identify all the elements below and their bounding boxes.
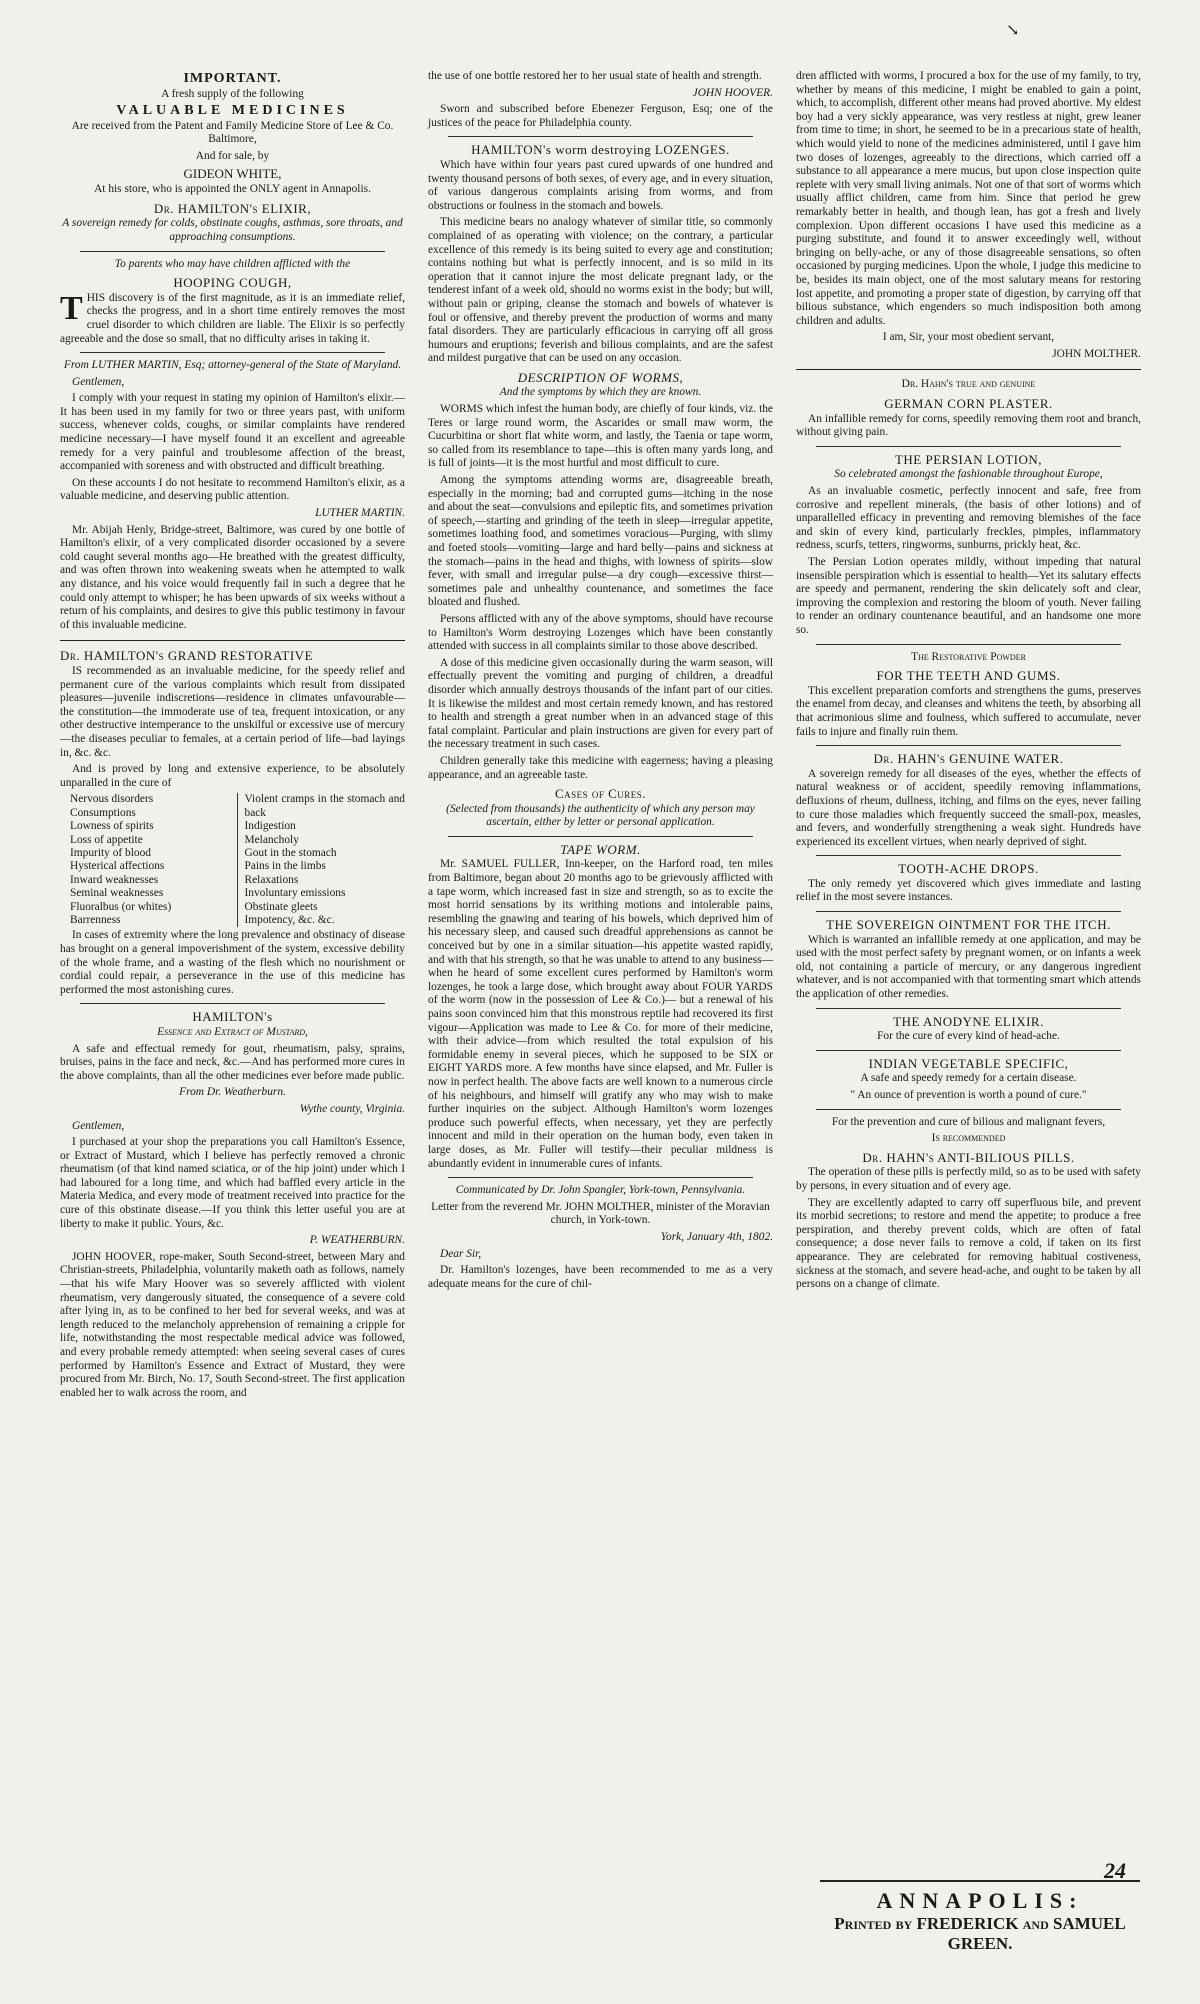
- weatherburn-paragraph: I purchased at your shop the preparations you call Hamilton's Essence, or Extract of Mustard, which I believe has perfectly removed a chronic rheumatism (of that kind named sciatica, or of the hip joint) under which I had laboured for a long time, and which had baffled every article in the Materia Medica, and every mode of treatment received into practice for the cure of this obstinate disease.—If you think this letter useful you are at liberty to make it public. Yours, &c.: [60, 1136, 405, 1230]
- tooth-ache-heading: TOOTH-ACHE DROPS.: [898, 861, 1039, 877]
- list-item: Lowness of spirits: [70, 820, 154, 833]
- gentlemen-1: Gentlemen,: [72, 375, 125, 388]
- divider: [448, 836, 753, 837]
- divider: [796, 369, 1141, 370]
- list-item: Seminal weaknesses: [70, 887, 164, 900]
- restorative-paragraph-2: And is proved by long and extensive experience, to be absolutely unparalled in the cure of: [60, 763, 405, 789]
- divider: [816, 911, 1121, 912]
- imprint-printer-name: GREEN.: [947, 1934, 1013, 1953]
- list-item: Fluoralbus (or whites): [70, 900, 172, 913]
- powder-heading: FOR THE TEETH AND GUMS.: [876, 668, 1061, 684]
- divider: [816, 745, 1121, 746]
- mustard-subtitle: Essence and Extract of Mustard,: [157, 1025, 308, 1038]
- list-item: Inward weaknesses: [70, 873, 159, 886]
- column-3: [796, 70, 1141, 1295]
- divider: [816, 1008, 1121, 1009]
- indian-specific-line-2: " An ounce of prevention is worth a pound of cure.": [850, 1089, 1087, 1101]
- list-item: Obstinate gleets: [244, 900, 318, 913]
- cases-subtitle: (Selected from thousands) the authenticity of which any person may ascertain, either by letter or personal application.: [446, 802, 755, 829]
- letter-continuation: dren afflicted with worms, I procured a box for the use of my family, to try, whether by means of this medicine, I might be enabled to gain a point, which, to accomplish, different other means had proved abortive. My eldest boy had a very sickly appearance, was very restless at night, grew leaner from time to time; in short, he seemed to be in a precarious state of health, which would yield to none of the medicines administered, until I gave him two doses of lozenges, agreeably to the directions, which carried off a substance to all appearance a mere mucus, but upon close inspection quite replete with very small living animals. Not one of that sort of worms which usually afflict children, came from him. Since that period he grew remarkably better in health, and though lean, has got a fresh and lively complexion. Upon different occasions I have used this medicine as a purging substitute, and found it to answer exceedingly well, without bringing on belly-ache, or any of those disagreeable sensations, so often occasioned by purging medicines. Upon the whole, I judge this medicine to be, besides its main object, one of the most salutary means for restoring lost appetite, and promoting a proper state of digestion, by carrying off that bilious substance, which engenders so much indisposition both among children and adults.: [796, 70, 1141, 327]
- hoover-continuation: the use of one bottle restored her to her usual state of health and strength.: [428, 70, 762, 82]
- newspaper-page: [60, 70, 1140, 1970]
- divider: [80, 251, 385, 252]
- list-item: Impotency, &c. &c.: [244, 913, 335, 926]
- worm-paragraph-1: Which have within four years past cured upwards of one hundred and twenty thousand persons of both sexes, of every age, and in every situation, of various dangerous complaints arising from worms, and from obstructions or foulness in the stomach and bowels.: [428, 158, 773, 212]
- hooping-text: [60, 289, 405, 346]
- description-paragraph-3: Persons afflicted with any of the above symptoms, should have recourse to Hamilton's Worm destroying Lozenges which have been constantly attended with success in all complaints similar to those above described.: [428, 612, 773, 653]
- martin-paragraph-1: I comply with your request in stating my opinion of Hamilton's elixir.—It has been used in my family for two or three years past, with uniform success, whenever colds, coughs, or similar complaints have rendered medicine necessary—I have myself found it an excellent and agreeable remedy for a very painful and troublesome affection of the breast, accompanied with soreness and with obstructed and difficult breathing.: [60, 392, 405, 473]
- imprint-rule: [820, 1880, 1140, 1882]
- martin-from: From LUTHER MARTIN, Esq; attorney-general of the State of Maryland.: [63, 359, 402, 372]
- imprint-printer: Printed by FREDERICK and SAMUEL: [834, 1914, 1126, 1933]
- list-item: Relaxations: [244, 873, 299, 886]
- pills-paragraph-1: The operation of these pills is perfectly mild, so as to be used with safety by persons, in every situation and of every age.: [796, 1166, 1141, 1192]
- persian-paragraph-1: As an invaluable cosmetic, perfectly innocent and safe, free from corrosive and repellent minerals, (the basis of other lotions) and of unparallelled efficacy in preventing and removing blemishes of the face and skin of every kind, particularly freckles, pimples, inflammatory redness, scurfs, tetters, ringworms, sunburns, prickly heat, &c.: [796, 485, 1141, 552]
- itch-ointment-heading: THE SOVEREIGN OINTMENT FOR THE ITCH.: [826, 917, 1111, 933]
- seller-name: GIDEON WHITE,: [183, 165, 282, 181]
- indian-specific-line-1: A safe and speedy remedy for a certain disease.: [860, 1072, 1077, 1085]
- list-item: Consumptions: [70, 806, 136, 819]
- list-item: Gout in the stomach: [244, 846, 337, 859]
- sale-line: And for sale, by: [195, 149, 270, 162]
- agent-line: At his store, who is appointed the ONLY agent in Annapolis.: [94, 183, 371, 196]
- henly-paragraph: Mr. Abijah Henly, Bridge-street, Baltimore, was cured by one bottle of Hamilton's elixir, of a very complicated disorder occasioned by a severe cold caught several months ago—He breathed with the greatest difficulty, and was often thrown into weakening sweats when he attempted to walk any distance, and his voice would frequently fail in such a degree that he could only attempt to whisper; he has been upwards of six weeks without a return of his complaints, and desires to give this public testimony in favour of this invaluable medicine.: [60, 523, 405, 631]
- persian-lotion-heading: THE PERSIAN LOTION,: [894, 451, 1043, 467]
- description-heading: DESCRIPTION OF WORMS,: [517, 369, 684, 385]
- powder-paragraph: This excellent preparation comforts and strengthens the gums, preserves the enamel from decay, and cleanses and whitens the teeth, by absorbing all that acrimonious slime and foulness, which suffered to accumulate, never fails to injure and finally ruin them.: [796, 684, 1141, 738]
- recommended-line: Is recommended: [931, 1132, 1006, 1145]
- list-item: Impurity of blood: [70, 846, 151, 859]
- hoover-signature: JOHN HOOVER.: [692, 86, 773, 99]
- divider: [80, 1003, 385, 1004]
- description-subtitle: And the symptoms by which they are known.: [499, 386, 702, 399]
- indian-specific-heading: INDIAN VEGETABLE SPECIFIC,: [868, 1055, 1069, 1071]
- tooth-ache-paragraph: The only remedy yet discovered which gives immediate and lasting relief in the most severe instances.: [796, 877, 1141, 904]
- list-item: Involuntary emissions: [244, 887, 346, 900]
- divider: [816, 855, 1121, 856]
- list-item: Loss of appetite: [70, 833, 143, 846]
- weatherburn-from: From Dr. Weatherburn.: [179, 1086, 286, 1099]
- column-1: [60, 70, 405, 1403]
- divider: [816, 1109, 1121, 1110]
- anti-bilious-heading: Dr. HAHN's ANTI-BILIOUS PILLS.: [862, 1149, 1075, 1165]
- list-item: Pains in the limbs: [244, 860, 326, 873]
- sworn-statement: Sworn and subscribed before Ebenezer Ferguson, Esq; one of the justices of the peace for Philadelphia county.: [428, 103, 773, 129]
- letter-date: York, January 4th, 1802.: [660, 1230, 773, 1243]
- description-paragraph-4: A dose of this medicine given occasionally during the warm season, will effectually prevent the vomiting and purging of children, a dreadful disorder which annually destroys thousands of the infant part of our cities. It is likewise the mildest and most certain remedy known, and has restored to health and strength a great number when in an advanced stage of this fatal complaint. Particular and plain instructions are given for every part of the necessary treatment in such cases.: [428, 656, 773, 751]
- restorative-paragraph-3: In cases of extremity where the long prevalence and obstinacy of disease has brought on a general impoverishment of the system, excessive debility of the whole frame, and a wasting of the flesh which no nourishment or cordial could repair, a perseverance in the use of this medicine has performed the most astonishing cures.: [60, 929, 405, 996]
- fever-line: For the prevention and cure of bilious and malignant fevers,: [831, 1115, 1106, 1128]
- restorative-heading: Dr. HAMILTON's GRAND RESTORATIVE: [60, 648, 314, 664]
- divider: [448, 136, 753, 137]
- communicated-line: Communicated by Dr. John Spangler, York-town, Pennsylvania.: [455, 1184, 746, 1197]
- corn-plaster-pre: Dr. Hahn's true and genuine: [901, 378, 1036, 391]
- cases-heading: Cases of Cures.: [554, 786, 647, 802]
- valuable-medicines-heading: VALUABLE MEDICINES: [116, 103, 349, 119]
- weatherburn-place: Wythe county, Virginia.: [299, 1102, 405, 1115]
- tape-worm-heading: TAPE WORM.: [560, 841, 641, 857]
- intro-line: A fresh supply of the following: [161, 87, 304, 100]
- description-paragraph-1: WORMS which infest the human body, are chiefly of four kinds, viz. the Teres or large round worm, the Ascarides or small maw worm, the Cucurbitina or short flat white worm, and lastly, the Taenia or tape worm, so called from its resemblance to tape—this is often many yards long, and is full of joints—it is the most hurtful and most difficult to cure.: [428, 403, 773, 470]
- persian-lotion-subtitle: So celebrated amongst the fashionable throughout Europe,: [834, 468, 1103, 481]
- divider: [816, 1050, 1121, 1051]
- anodyne-paragraph: For the cure of every kind of head-ache.: [877, 1030, 1060, 1043]
- corner-mark: ↘: [1006, 22, 1020, 39]
- description-paragraph-2: Among the symptoms attending worms are, disagreeable breath, especially in the morning; bad and corrupted gums—itching in the nose and about the seat—convulsions and epileptic fits, and sometimes privation of speech,—starting and grinding of the teeth in sleep—irregular appetite, sometimes loathing food, and sometimes voracious—Purging, with slimy and foeted stools—vomiting—large and hard belly—pains and sickness at the stomach—pains in the head and thighs, with lowness of spirits—slow fever, with small and irregular pulse—a dry cough—excessive thirst—sometimes pale and unhealthy countenance, and sometimes the face bloated and flushed.: [428, 474, 773, 609]
- list-item: Nervous disorders: [70, 793, 154, 806]
- mustard-paragraph: A safe and effectual remedy for gout, rheumatism, palsy, sprains, bruises, pains in the face and neck, &c.—And has performed more cures in the above complaints, than all the other medicines ever before made public.: [60, 1042, 405, 1082]
- powder-pre: The Restorative Powder: [911, 650, 1026, 663]
- hoover-paragraph: JOHN HOOVER, rope-maker, South Second-street, between Mary and Christian-streets, Philadelphia, voluntarily maketh oath as follows, namely—that his wife Mary Hoover was so severely afflicted with violent rheumatism, very dangerously situated, the consequence of a severe cold after lying in, as to be confined to her bed for several weeks, and was at length reduced to the melancholy apprehension of remaining a cripple for life, notwithstanding the most respectable medical advice was followed, and every probable remedy attempted: when seeing several cases of cures performed by Hamilton's Essence and Extract of Mustard, they were procured from Mr. Birch, No. 17, South Second-street. The first application enabled her to walk across the room, and: [60, 1250, 405, 1399]
- list-item: Melancholy: [244, 833, 299, 846]
- drop-cap: T: [60, 289, 83, 327]
- column-2: [428, 70, 773, 1294]
- page-number: 24: [1104, 1858, 1126, 1883]
- anodyne-heading: THE ANODYNE ELIXIR.: [893, 1013, 1044, 1029]
- genuine-water-heading: Dr. HAHN's GENUINE WATER.: [873, 751, 1064, 767]
- description-paragraph-5: Children generally take this medicine with eagerness; having a pleasing appearance, and an agreeable taste.: [428, 754, 773, 781]
- elixir-heading: Dr. HAMILTON's ELIXIR,: [153, 200, 312, 216]
- dear-sir: Dear Sir,: [440, 1247, 482, 1260]
- restorative-paragraph-1: IS recommended as an invaluable medicine, for the speedy relief and permanent cure of the various complaints which result from dissipated pleasures—juvenile indiscretions—residence in climates unfavourable—the constitution—the immoderate use of tea, frequent intoxication, or any other destructive intemperance to the unskilful or excessive use of mercury—the diseases peculiar to females, at a certain period of life—bad layings in, &c. &c.: [60, 664, 405, 759]
- divider: [448, 1177, 753, 1178]
- weatherburn-signature: P. WEATHERBURN.: [309, 1234, 405, 1247]
- corn-plaster-paragraph: An infallible remedy for corns, speedily removing them root and branch, without giving pain.: [796, 412, 1141, 439]
- important-heading: IMPORTANT.: [183, 71, 282, 86]
- list-item: Violent cramps in the stomach and back: [244, 793, 405, 819]
- divider: [60, 640, 405, 641]
- tape-worm-paragraph: Mr. SAMUEL FULLER, Inn-keeper, on the Harford road, ten miles from Baltimore, began about 20 months ago to be grievously afflicted with a tape worm, which increased fast in size and strength, so as to excite the most horrid sensations by its writhing motions and intolerable pains, resembling the gnawing and tearing of his bowels, which deprived him of his necessary sleep, and caused such dreadful apprehensions as cannot be conceived but by one in a similar situation—his appetite wasted rapidly, and with that his strength, so that he was unable to attend to any business—when he heard of some excellent cures performed by Hamilton's worm lozenges, he took a large dose, which brought away about FOUR YARDS of the worm (now in the possession of Lee & Co.)— but a renewal of his pains soon convinced him that this monstrous reptile had recovered its first vigour—Application was made to Lee & Co. for more of their medicine, with their advice—from which resulted the total expulsion of his formidable enemy in several pieces, which he supposed to be SIX or EIGHT YARDS more. A few months have since elapsed, and Mr. Fuller is now in perfect health. The above facts are well known to a numerous circle of his neighbours, and himself will gratify any who may wish to make further inquiries on the subject. Although Hamilton's worm lozenges produce such powerful effects, when necessary, yet they are perfectly innocent and mild in their operation on the human body, even taken in large doses, as Mr. Fuller will testify—their peculiar mildness is abundantly evident in innumerable cures of infants.: [428, 858, 773, 1170]
- worm-lozenges-heading: HAMILTON's worm destroying LOZENGES.: [471, 142, 730, 158]
- corn-plaster-heading: GERMAN CORN PLASTER.: [884, 396, 1053, 412]
- ailment-list: [70, 793, 405, 927]
- letter-from: Letter from the reverend Mr. JOHN MOLTHER, minister of the Moravian church, in York-town.: [431, 1200, 770, 1227]
- letter-paragraph: Dr. Hamilton's lozenges, have been recommended to me as a very adequate means for the cure of chil-: [428, 1264, 773, 1290]
- list-item: Barrenness: [70, 913, 121, 926]
- divider: [816, 446, 1121, 447]
- store-line: Are received from the Patent and Family Medicine Store of Lee & Co. Baltimore,: [71, 119, 394, 146]
- martin-signature: LUTHER MARTIN.: [315, 507, 405, 520]
- divider: [80, 352, 385, 353]
- hooping-cough-heading: HOOPING COUGH,: [173, 275, 292, 291]
- gentlemen-2: Gentlemen,: [72, 1119, 125, 1132]
- imprint-town: ANNAPOLIS:: [876, 1888, 1084, 1913]
- divider: [816, 644, 1121, 645]
- persian-paragraph-2: The Persian Lotion operates mildly, without impeding that natural insensible perspiration which is essential to health—Yet its salutary effects are speedy and permanent, rendering the skin delicately soft and clear, improving the complexion and restoring the bloom of youth. Never failing to render an ordinary countenance beautiful, and an handsome one more so.: [796, 556, 1141, 636]
- list-item: Indigestion: [244, 820, 296, 833]
- mustard-heading: HAMILTON's: [192, 1009, 273, 1025]
- hooping-body: HIS discovery is of the first magnitude, as it is an immediate relief, checks the progress, and in a short time entirely removes the most cruel disorder to which children are liable. The Elixir is so perfectly agreeable and the dose so small, that no difficulty arises in taking it.: [60, 291, 405, 345]
- imprint: [820, 1880, 1140, 1954]
- molther-signature: JOHN MOLTHER.: [1052, 347, 1141, 360]
- elixir-subtitle: A sovereign remedy for colds, obstinate coughs, asthmas, sore throats, and approaching consumptions.: [62, 217, 403, 243]
- worm-paragraph-2: This medicine bears no analogy whatever of similar title, so commonly complained of as operating with violence; on the contrary, a particular excellence of this remedy is its being suited to every age and constitution; contains nothing but what is perfectly innocent, and is so mild in its operation that it cannot injure the most delicate pregnant lady, or the tenderest infant of a week old, should no worms exist in the body; but will, without pain or griping, cleanse the stomach and bowels of whatever is foul or offensive, and thereby prevent the production of worms and many fatal disorders. They are particularly efficacious in carrying off all gross humours and eruptions; feverish and bilious complaints, and are the safest and mildest purgative that can be used on any occasion.: [428, 216, 773, 365]
- genuine-water-paragraph: A sovereign remedy for all diseases of the eyes, whether the effects of natural weakness or of accident, speedily removing inflammations, defluxions of rheum, dullness, itching, and films on the eyes, never failing to cure those maladies which frequently succeed the small-pox, measles, and fevers, and wonderfully strengthening a weak sight. Hundreds have experienced its excellent virtues, when nearly deprived of sight.: [796, 767, 1141, 848]
- martin-paragraph-2: On these accounts I do not hesitate to recommend Hamilton's elixir, as a valuable medicine, and deserving public attention.: [60, 476, 405, 503]
- list-item: Hysterical affections: [70, 860, 165, 873]
- letter-closing: I am, Sir, your most obedient servant,: [882, 331, 1055, 344]
- pills-paragraph-2: They are excellently adapted to carry off superfluous bile, and prevent its morbid secretions; to restore and mend the appetite; to produce a free perspiration, and thereby prevent colds, which are often of fatal consequence; a dose never fails to remove a cold, if taken on its first appearance. They are celebrated for removing habitual costiveness, sickness at the stomach, and severe head-ache, and ought to be taken by all persons on a change of climate.: [796, 1196, 1141, 1291]
- itch-ointment-paragraph: Which is warranted an infallible remedy at one application, and may be used with the most perfect safety by pregnant women, or on infants a week old, not containing a particle of mercury, or any dangerous ingredient whatever, and is not accompanied with that tormenting smart which attends the application of other remedies.: [796, 933, 1141, 1001]
- parents-line: To parents who may have children afflicted with the: [114, 257, 351, 270]
